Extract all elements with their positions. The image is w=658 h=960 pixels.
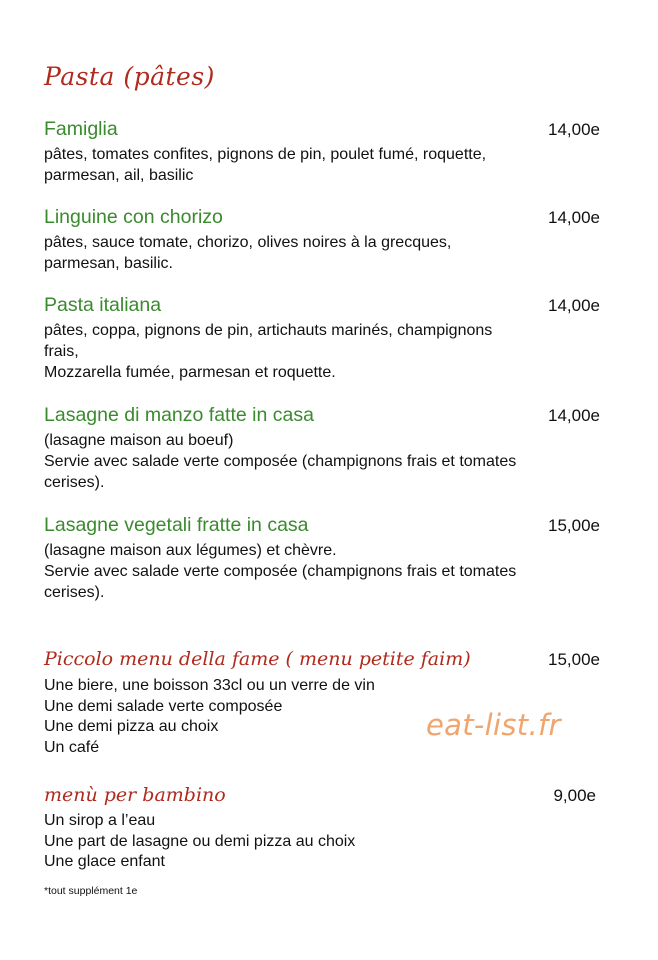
description-line: frais, (44, 343, 79, 360)
dish-description (44, 232, 600, 274)
dish-name: Pasta italiana (44, 294, 162, 316)
bambino-menu-header (44, 784, 596, 806)
menu-item (44, 206, 600, 274)
description-line: pâtes, tomates confites, pignons de pin, poulet fumé, roquette, (44, 146, 487, 163)
menu-line: Une demi pizza au choix (44, 718, 219, 735)
dish-name: Lasagne vegetali fratte in casa (44, 514, 309, 536)
description-line: parmesan, basilic. (44, 255, 173, 272)
dish-description (44, 430, 600, 493)
description-line: Servie avec salade verte composée (champignons frais et tomates (44, 453, 517, 470)
footnote: *tout supplément 1e (44, 885, 138, 897)
piccolo-menu-price: 15,00e (548, 650, 600, 669)
bambino-menu-items (44, 811, 355, 873)
dish-name: Famiglia (44, 118, 118, 140)
dish-description (44, 144, 600, 186)
dish-price: 15,00e (548, 516, 600, 535)
dish-name: Linguine con chorizo (44, 206, 223, 228)
description-line: pâtes, sauce tomate, chorizo, olives noires à la grecques, (44, 234, 452, 251)
dish-price: 14,00e (548, 208, 600, 227)
dish-name: Lasagne di manzo fatte in casa (44, 404, 314, 426)
description-line: cerises). (44, 474, 105, 491)
menu-item (44, 404, 600, 493)
watermark: eat-list.fr (426, 708, 561, 742)
menu-item-header (44, 206, 600, 229)
description-line: (lasagne maison aux légumes) et chèvre. (44, 542, 337, 559)
menu-line: Une part de lasagne ou demi pizza au choix (44, 832, 356, 850)
piccolo-menu-header (44, 648, 600, 670)
dish-description (44, 320, 600, 383)
menu-line: Une demi salade verte composée (44, 697, 283, 715)
dish-price: 14,00e (548, 406, 600, 425)
description-line: pâtes, coppa, pignons de pin, artichauts marinés, champignons (44, 322, 493, 339)
bambino-menu-price: 9,00e (553, 786, 596, 805)
menu-line: Une biere, une boisson 33cl ou un verre de vin (44, 677, 375, 694)
menu-item-header (44, 118, 600, 141)
menu-item-header (44, 514, 600, 537)
menu-line: Un sirop a l’eau (44, 812, 156, 829)
description-line: Servie avec salade verte composée (champignons frais et tomates (44, 563, 517, 580)
menu-item-header (44, 294, 600, 317)
description-line: Mozzarella fumée, parmesan et roquette. (44, 364, 336, 381)
menu-line: Une glace enfant (44, 853, 165, 870)
piccolo-menu-title: Piccolo menu della fame ( menu petite faim) (44, 648, 471, 670)
menu-item-header (44, 404, 600, 427)
menu-item (44, 514, 600, 603)
dish-price: 14,00e (548, 296, 600, 315)
menu-item (44, 118, 600, 186)
description-line: (lasagne maison au boeuf) (44, 432, 234, 449)
dish-description (44, 540, 600, 603)
piccolo-menu-items (44, 676, 375, 758)
description-line: cerises). (44, 584, 105, 601)
section-title-pasta: Pasta (pâtes) (44, 62, 215, 91)
menu-line: Un café (44, 738, 100, 756)
dish-price: 14,00e (548, 120, 600, 139)
bambino-menu-title: menù per bambino (44, 784, 226, 806)
menu-item (44, 294, 600, 383)
description-line: parmesan, ail, basilic (44, 167, 194, 184)
